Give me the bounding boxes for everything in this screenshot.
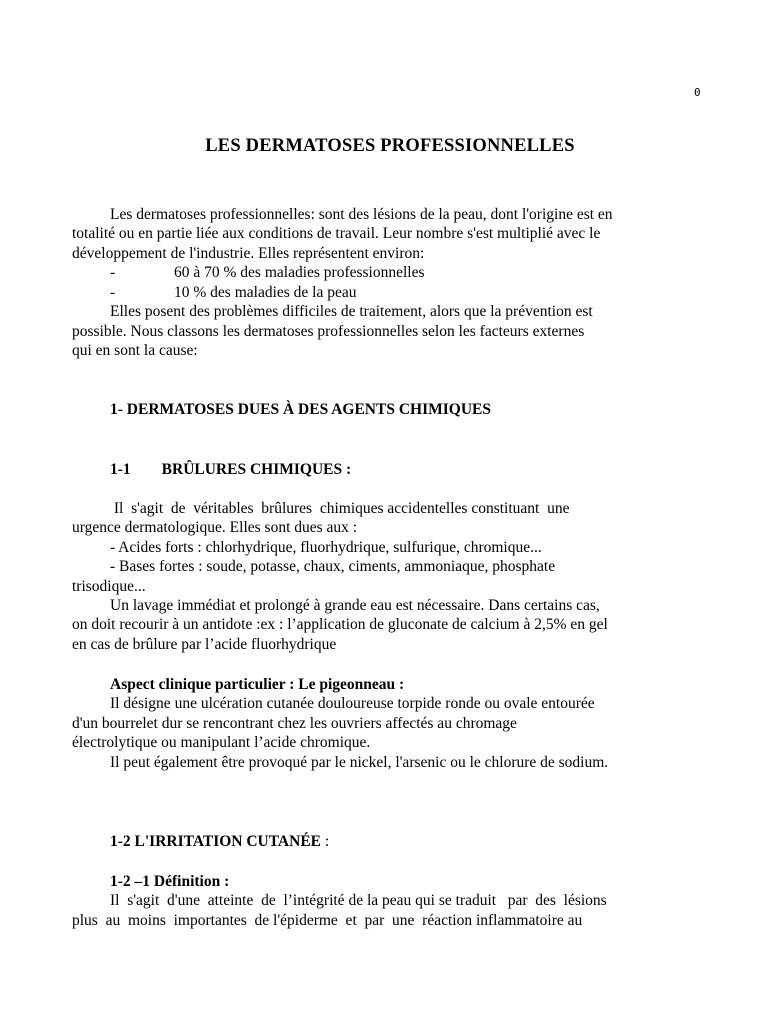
subsection-heading-text: 1-2 L'IRRITATION CUTANÉE — [110, 833, 321, 850]
bullet-text: 60 à 70 % des maladies professionnelles — [174, 264, 425, 281]
subsection-heading: 1-1 BRÛLURES CHIMIQUES : — [110, 461, 352, 478]
body-line: Il s'agit de véritables brûlures chimiques accidentelles constituant une — [110, 500, 570, 517]
definition-heading: 1-2 –1 Définition : — [110, 873, 230, 890]
body-line: on doit recourir à un antidote :ex : l’application de gluconate de calcium à 2,5% en gel — [72, 616, 608, 633]
intro-line-3: développement de l'industrie. Elles représentent environ: — [72, 245, 425, 262]
page-number: 0 — [694, 86, 701, 99]
aspect-heading: Aspect clinique particulier : Le pigeonneau : — [110, 676, 405, 693]
body-line: urgence dermatologique. Elles sont dues aux : — [72, 519, 358, 536]
body-line: Il désigne une ulcération cutanée douloureuse torpide ronde ou ovale entourée — [110, 695, 595, 712]
body-line: Il s'agit d'une atteinte de l’intégrité de la peau qui se traduit par des lésions — [110, 892, 607, 909]
body-line: Il peut également être provoqué par le nickel, l'arsenic ou le chlorure de sodium. — [110, 754, 609, 771]
intro-line-5: possible. Nous classons les dermatoses professionnelles selon les facteurs externes — [72, 323, 585, 340]
bullet-text: 10 % des maladies de la peau — [174, 284, 357, 301]
subsection-heading — [110, 832, 329, 851]
section-heading: 1- DERMATOSES DUES À DES AGENTS CHIMIQUES — [110, 401, 491, 418]
subsection-heading-colon: : — [321, 833, 330, 850]
intro-line-1: Les dermatoses professionnelles: sont des lésions de la peau, dont l'origine est en — [110, 206, 613, 223]
body-line: en cas de brûlure par l’acide fluorhydrique — [72, 636, 337, 653]
body-line: trisodique... — [72, 578, 146, 595]
body-line: - Bases fortes : soude, potasse, chaux, ciments, ammoniaque, phosphate — [110, 558, 556, 575]
bullet-dash: - — [110, 284, 116, 301]
body-line: - Acides forts : chlorhydrique, fluorhydrique, sulfurique, chromique... — [110, 539, 542, 556]
intro-line-2: totalité ou en partie liée aux conditions de travail. Leur nombre s'est multiplié avec le — [72, 225, 601, 242]
body-line: Un lavage immédiat et prolongé à grande eau est nécessaire. Dans certains cas, — [110, 597, 600, 614]
body-line: électrolytique ou manipulant l’acide chromique. — [72, 734, 371, 751]
body-line: d'un bourrelet dur se rencontrant chez les ouvriers affectés au chromage — [72, 715, 517, 732]
page-title: LES DERMATOSES PROFESSIONNELLES — [205, 136, 575, 156]
body-line: plus au moins importantes de l'épiderme et par une réaction inflammatoire au — [72, 912, 583, 929]
intro-line-6: qui en sont la cause: — [72, 342, 198, 359]
intro-line-4: Elles posent des problèmes difficiles de traitement, alors que la prévention est — [110, 303, 593, 320]
bullet-dash: - — [110, 264, 116, 281]
